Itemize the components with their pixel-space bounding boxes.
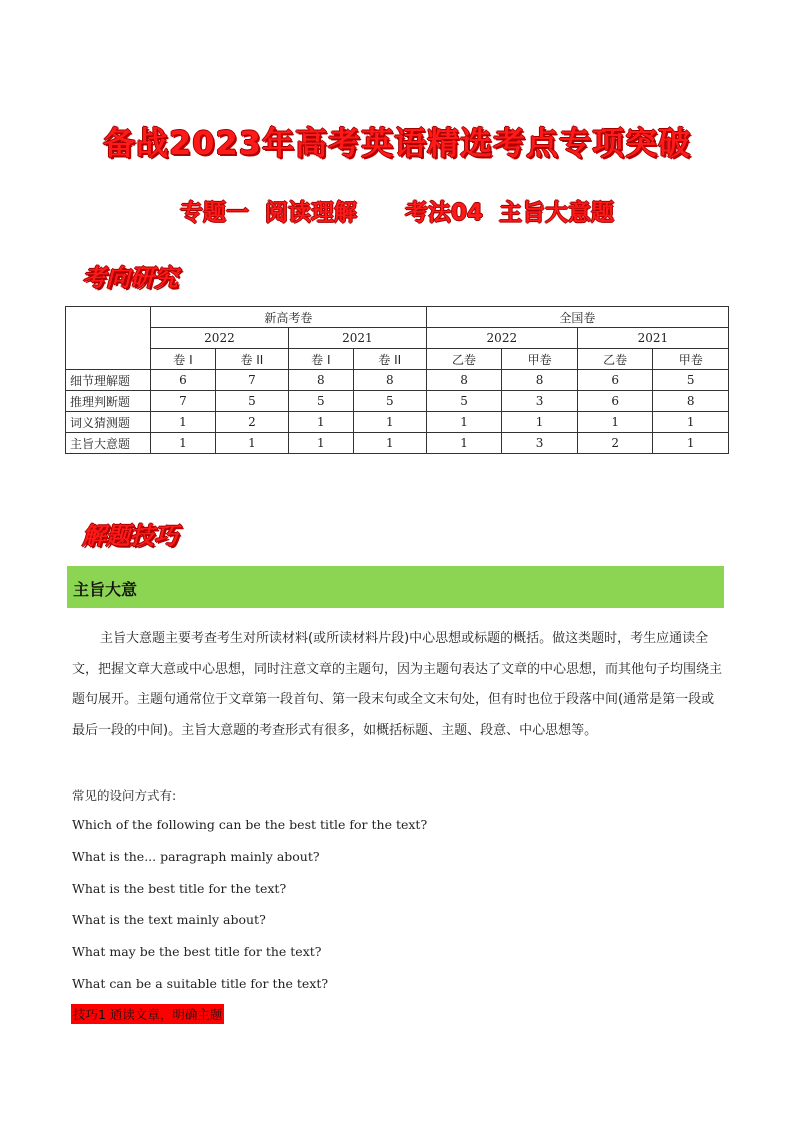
table-cell: 1 xyxy=(577,412,653,433)
question-line: Which of the following can be the best title for the text? xyxy=(72,817,428,832)
question-line: What may be the best title for the text? xyxy=(72,944,322,959)
table-cell: 6 xyxy=(577,370,653,391)
topic-bar xyxy=(67,566,724,608)
table-paper-cell: 甲卷 xyxy=(502,349,578,370)
section-heading-research: 考向研究 xyxy=(82,264,178,292)
table-cell: 1 xyxy=(353,412,426,433)
table-cell: 3 xyxy=(502,433,578,454)
table-row-label: 词义猜测题 xyxy=(66,412,151,433)
document-subtitle: 专题一 阅读理解 考法04 主旨大意题 xyxy=(179,200,615,226)
table-year-cell: 2021 xyxy=(577,328,728,349)
table-row-label: 主旨大意题 xyxy=(66,433,151,454)
table-group-header: 新高考卷 xyxy=(151,307,427,328)
table-row xyxy=(66,412,729,433)
question-line: What is the best title for the text? xyxy=(72,881,287,896)
table-cell: 8 xyxy=(653,391,729,412)
table-corner-cell xyxy=(66,307,151,370)
common-questions-label: 常见的设问方式有: xyxy=(72,788,177,803)
table-cell: 8 xyxy=(353,370,426,391)
table-cell: 1 xyxy=(151,412,216,433)
table-paper-cell: 乙卷 xyxy=(426,349,502,370)
table-cell: 8 xyxy=(426,370,502,391)
table-cell: 1 xyxy=(426,433,502,454)
intro-paragraph: 主旨大意题主要考查考生对所读材料(或所读材料片段)中心思想或标题的概括。做这类题时，考生应通读全文，把握文章大意或中心思想，同时注意文章的主题句，因为主题句表达了文章的中心思想，而其他句子均围绕主题句展开。主题句通常位于文章第一段首句、第一段末句或全文末句处，但有时也位于段落中间(通常是第一段或最后一段的中间)。主旨大意题的考查形式有很多，如概括标题、主题、段意、中心思想等。 xyxy=(72,631,723,738)
table-cell: 7 xyxy=(215,370,288,391)
table-cell: 2 xyxy=(577,433,653,454)
section-heading-skills: 解题技巧 xyxy=(82,522,178,550)
table-paper-cell: 卷 II xyxy=(353,349,426,370)
table-cell: 1 xyxy=(426,412,502,433)
table-cell: 2 xyxy=(215,412,288,433)
table-cell: 3 xyxy=(502,391,578,412)
document-title: 备战2023年高考英语精选考点专项突破 xyxy=(102,124,692,162)
table-cell: 6 xyxy=(151,370,216,391)
table-cell: 5 xyxy=(353,391,426,412)
table-year-cell: 2022 xyxy=(426,328,577,349)
tip-heading: 技巧1 通读文章，明确主题 xyxy=(71,1004,224,1024)
table-cell: 5 xyxy=(653,370,729,391)
table-row-label: 推理判断题 xyxy=(66,391,151,412)
table-row xyxy=(66,433,729,454)
table-header-row xyxy=(66,307,729,328)
table-cell: 5 xyxy=(426,391,502,412)
table-paper-row xyxy=(66,349,729,370)
table-group-header: 全国卷 xyxy=(426,307,728,328)
table-cell: 8 xyxy=(288,370,353,391)
table-cell: 8 xyxy=(502,370,578,391)
table-paper-cell: 卷 II xyxy=(215,349,288,370)
table-cell: 1 xyxy=(353,433,426,454)
table-cell: 1 xyxy=(151,433,216,454)
table-year-cell: 2022 xyxy=(151,328,289,349)
question-line: What is the... paragraph mainly about? xyxy=(72,849,320,864)
table-row-label: 细节理解题 xyxy=(66,370,151,391)
question-line: What can be a suitable title for the text? xyxy=(72,976,329,991)
table-cell: 1 xyxy=(215,433,288,454)
topic-bar-title: 主旨大意 xyxy=(73,580,138,599)
table-paper-cell: 卷 I xyxy=(151,349,216,370)
table-row xyxy=(66,391,729,412)
exam-stats-table xyxy=(65,306,729,454)
table-cell: 1 xyxy=(502,412,578,433)
table-year-row xyxy=(66,328,729,349)
table-cell: 1 xyxy=(653,433,729,454)
table-paper-cell: 乙卷 xyxy=(577,349,653,370)
table-paper-cell: 卷 I xyxy=(288,349,353,370)
table-cell: 1 xyxy=(653,412,729,433)
table-cell: 1 xyxy=(288,412,353,433)
table-cell: 7 xyxy=(151,391,216,412)
table-cell: 5 xyxy=(215,391,288,412)
table-paper-cell: 甲卷 xyxy=(653,349,729,370)
table-year-cell: 2021 xyxy=(288,328,426,349)
question-line: What is the text mainly about? xyxy=(72,912,266,927)
table-cell: 5 xyxy=(288,391,353,412)
table-cell: 1 xyxy=(288,433,353,454)
table-row xyxy=(66,370,729,391)
table-cell: 6 xyxy=(577,391,653,412)
